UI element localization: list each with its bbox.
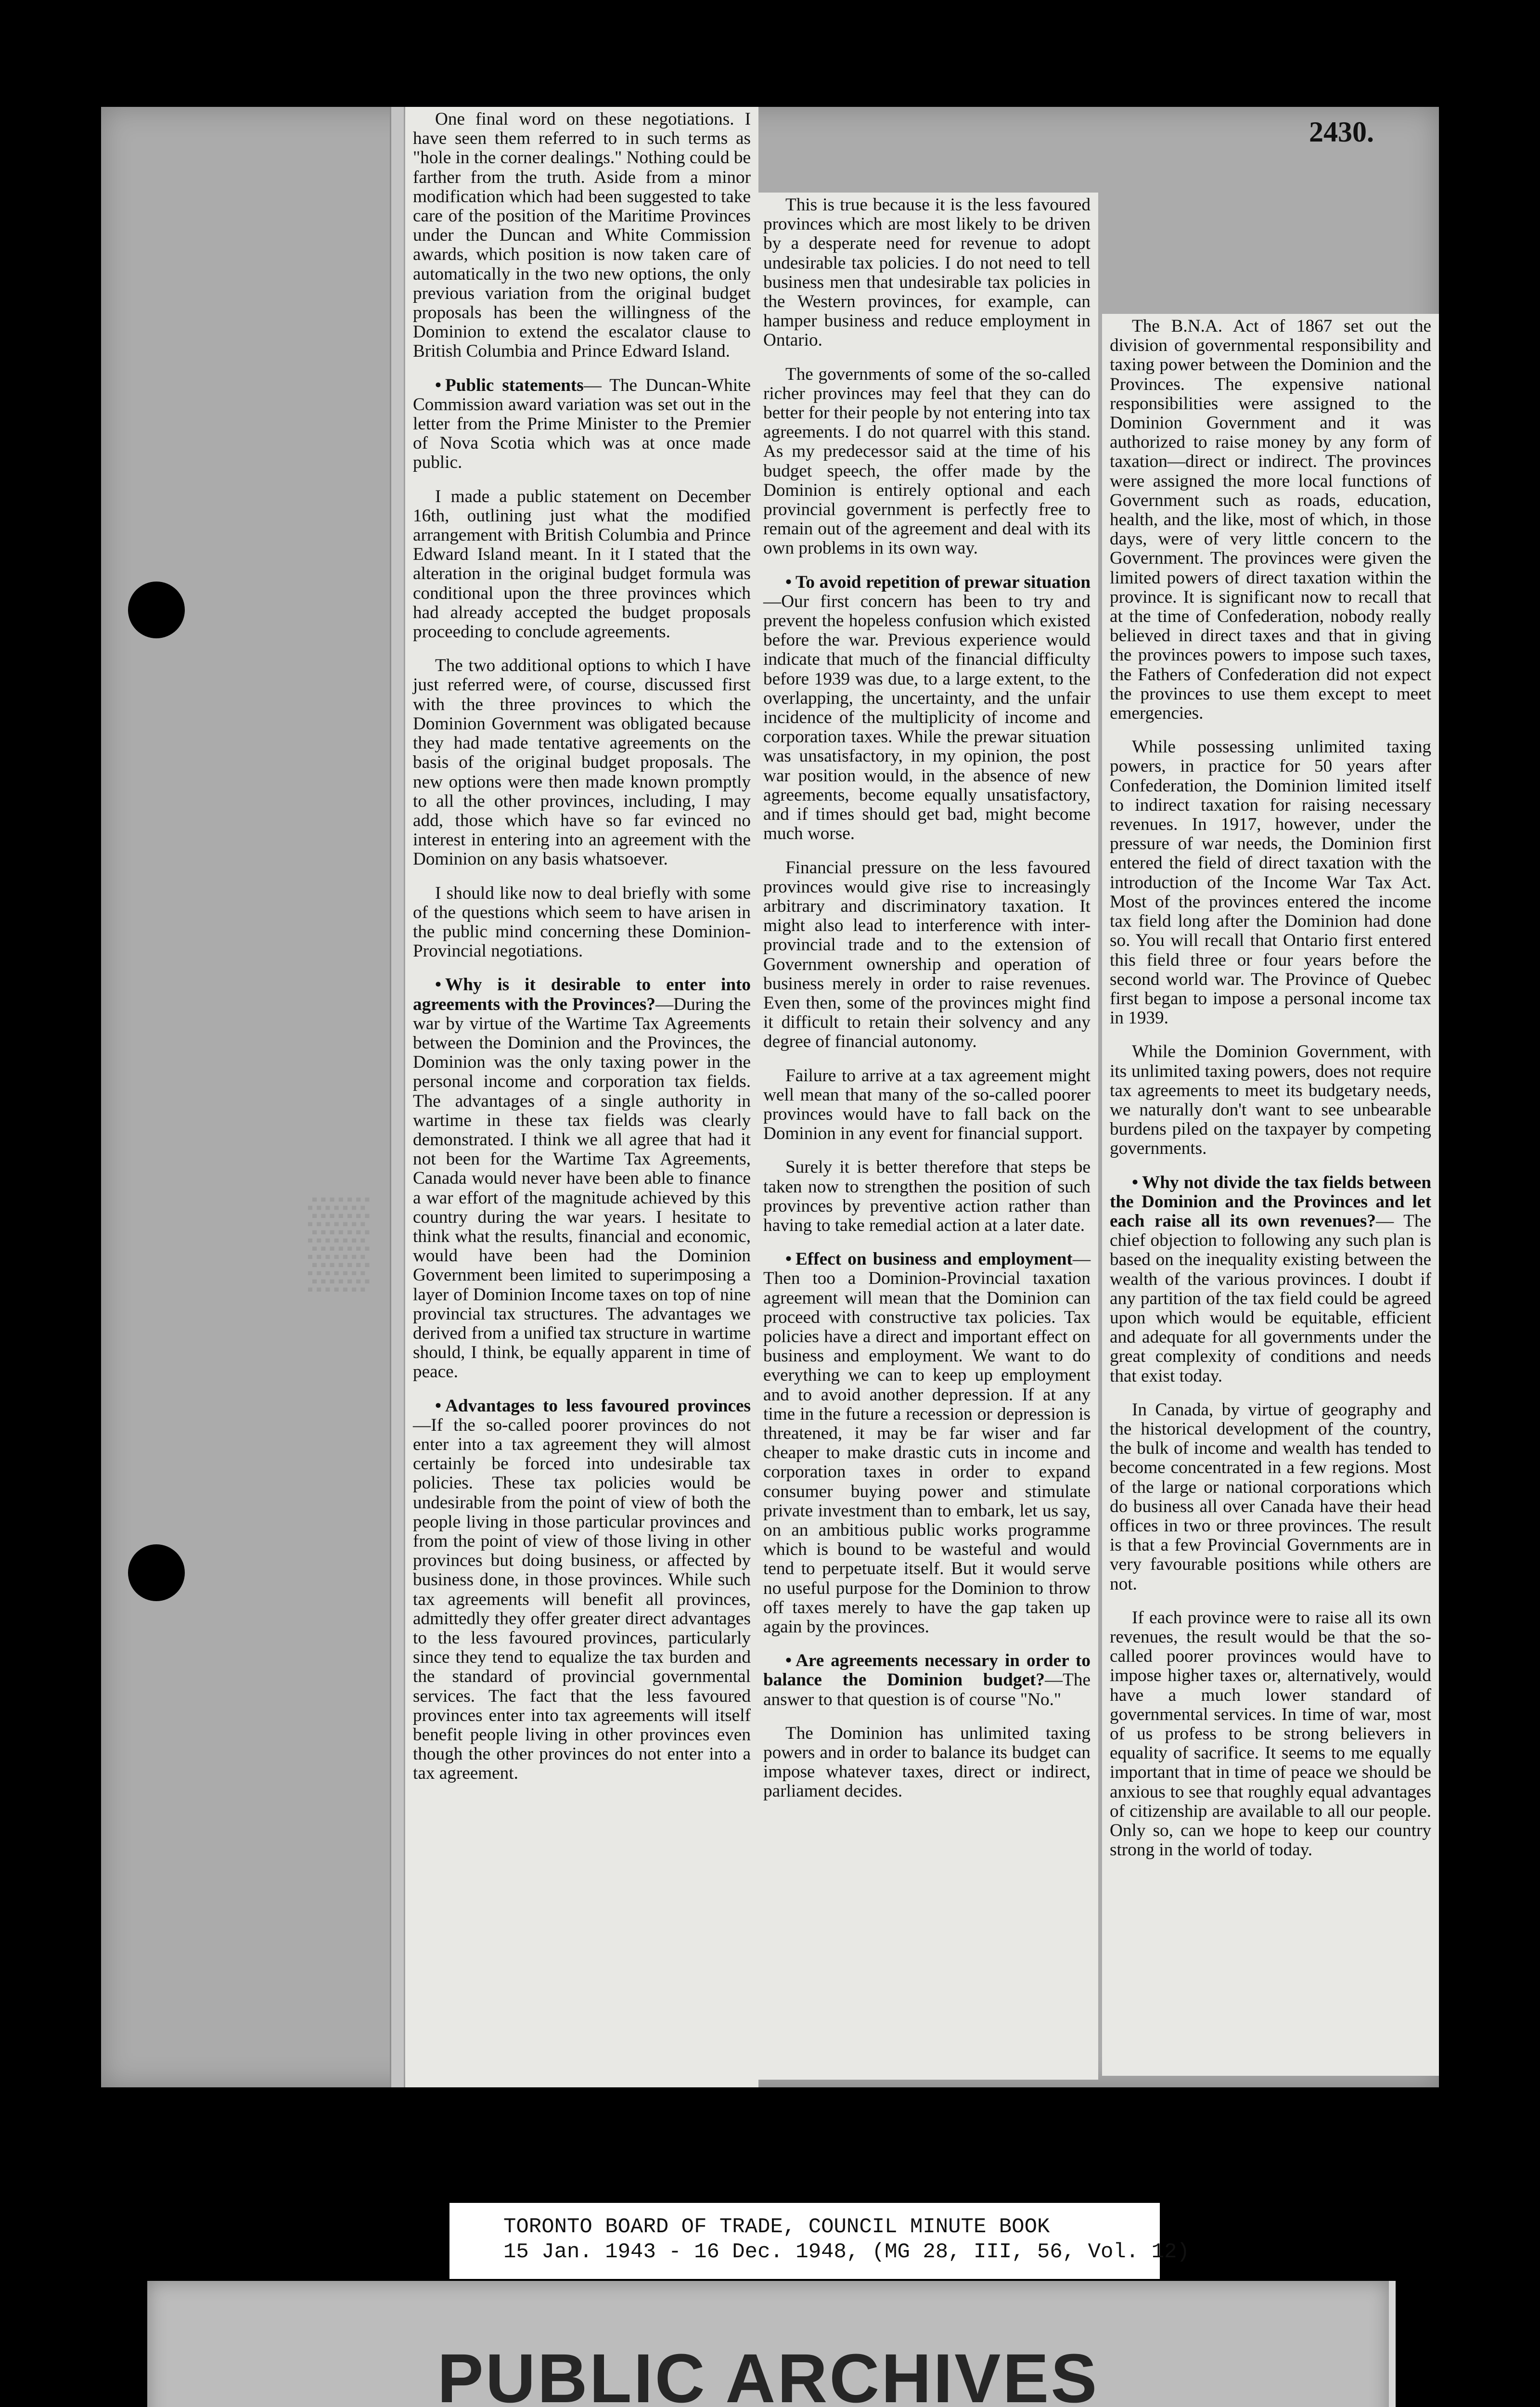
binder-hole-bottom — [128, 1544, 185, 1601]
section-heading: Why not divide the tax fields between the Dominion and the Provinces and let each raise all its own revenues? — [1110, 1172, 1431, 1231]
paragraph — [1110, 1173, 1431, 1386]
paragraph: Failure to arrive at a tax agreement might well mean that many of the so-called poorer provinces would have to fall back on the Dominion in any event for financial support. — [763, 1065, 1091, 1144]
archive-caption-label — [449, 2203, 1190, 2279]
paragraph — [413, 376, 751, 473]
paragraph: One final word on these negotiations. I have seen them referred to in such terms as "hole in the corner dealings." Nothing could be farther from the truth. Aside from a minor modification which had been suggested to take care of the position of the Maritime Provinces under the Duncan and White Commission awards, which position is now taken care of automatically in the two new options, the only previous variation from the original budget proposals has been the willingness of the Dominion to extend the escalator clause to British Columbia and Prince Edward Island. — [413, 109, 751, 362]
clipping-column-2 — [756, 193, 1098, 2080]
bullet-icon: • — [435, 1396, 442, 1416]
paragraph: While the Dominion Government, with its unlimited taxing powers, does not require tax agreements to meet its budgetary needs, we naturally don't want to see unbearable burdens piled on the taxpayer by competing governments. — [1110, 1042, 1431, 1159]
paragraph: In Canada, by virtue of geography and the historical development of the country, the bulk of income and wealth has tended to become concentrated in a few regions. Most of the large or national corporations which do business all over Canada have their head offices in two or three provinces. The result is that a few Provincial Governments are in very favourable positions while others are not. — [1110, 1399, 1431, 1594]
paragraph: This is true because it is the less favoured provinces which are most likely to be driven by a desperate need for revenue to adopt undesirable tax policies. I do not need to tell business men that undesirable tax policies in the Western provinces, for example, can hamper business and reduce employment in Ontario. — [763, 195, 1091, 350]
bullet-icon: • — [785, 572, 792, 592]
paragraph — [413, 975, 751, 1382]
paragraph: Surely it is better therefore that steps be taken now to strengthen the position of such provinces by preventive action rather than having to take remedial action at a later date. — [763, 1157, 1091, 1235]
bullet-icon: • — [435, 975, 442, 995]
caption-line: TORONTO BOARD OF TRADE, COUNCIL MINUTE BOOK — [503, 2215, 1050, 2239]
paragraph — [763, 573, 1091, 844]
faint-stamp-mark: ▒ — [308, 1191, 370, 1288]
section-heading: Advantages to less favoured provinces — [445, 1396, 751, 1416]
section-heading: Effect on business and employment — [796, 1249, 1073, 1269]
section-heading: Public statements — [445, 375, 584, 395]
bullet-icon: • — [1132, 1172, 1139, 1192]
paragraph-text: —Our first concern has been to try and prevent the hopeless confusion which existed before the war. Previous experience would indicate that much of the financial difficulty before 1939 was due, to a large extent, to the overlapping, the uncertainty, and the unfair incidence of the multiplicity of income and corporation taxes. While the prewar situation was unsatisfactory, in my opinion, the post war position would, in the absence of new agreements, become equally unsatisfactory, and if times should get bad, might become much worse. — [763, 591, 1091, 844]
paragraph: The governments of some of the so-called richer provinces may feel that they can do better for their people by not entering into tax agreements. I do not quarrel with this stand. As my predecessor said at the time of his budget speech, the offer made by the Dominion is entirely optional and each provincial government is perfectly free to remain out of the agreement and deal with its own problems in its own way. — [763, 364, 1091, 558]
section-heading: Are agreements necessary in order to balance the Dominion budget? — [763, 1651, 1091, 1690]
paste-strip — [390, 107, 405, 2087]
bullet-icon: • — [785, 1651, 792, 1671]
paragraph: The Dominion has unlimited taxing powers and in order to balance its budget can impose whatever taxes, direct or indirect, parliament decides. — [763, 1723, 1091, 1801]
paragraph — [763, 1250, 1091, 1637]
paragraph: The B.N.A. Act of 1867 set out the division of governmental responsibility and taxing power between the Dominion and the Provinces. The expensive national responsibilities were assigned to the Dominion Government and it was authorized to raise money by any form of taxation—direct or indirect. The provinces were assigned the more local functions of Government such as roads, education, health, and the like, most of which, in those days, were of very little concern to the Government. The provinces were given the limited powers of direct taxation within the province. It is significant now to recall that at the time of Confederation, nobody really believed in direct taxes and that in giving the provinces powers to impose such taxes, the Fathers of Confederation did not expect the provinces to use them except to meet emergencies. — [1110, 316, 1431, 724]
paragraph: If each province were to raise all its own revenues, the result would be that the so-called poorer provinces would have to impose higher taxes or, alternatively, would have a much lower standard of governmental services. In time of war, most of us profess to be strong believers in equality of sacrifice. It seems to me equally important that in time of peace we should be anxious to see that roughly equal advantages of citizenship are available to all our people. Only so, can we hope to keep our country strong in the world of today. — [1110, 1607, 1431, 1860]
public-archives-stamp — [147, 2281, 1396, 2407]
section-heading: Why is it desirable to enter into agreements with the Provinces? — [413, 975, 751, 1014]
paragraph — [763, 1651, 1091, 1709]
paragraph-text: —The answer to that question is of course "No." — [763, 1670, 1091, 1709]
bullet-icon: • — [785, 1249, 792, 1269]
paragraph: I should like now to deal briefly with some of the questions which seem to have arisen in the public mind concerning these Dominion-Provincial negotiations. — [413, 883, 751, 961]
bullet-icon: • — [435, 375, 442, 395]
clipping-column-1 — [405, 107, 758, 2087]
paragraph — [413, 1397, 751, 1784]
caption-line: 15 Jan. 1943 - 16 Dec. 1948, (MG 28, III, 56, Vol. 12) — [503, 2240, 1190, 2264]
paragraph-text: —During the war by virtue of the Wartime Tax Agreements between the Dominion and the Provinces, the Dominion was the only taxing power in the personal income and corporation tax fields. The advantages of a single authority in wartime in these tax fields was clearly demonstrated. I think we all agree that had it not been for the Wartime Tax Agreements, Canada would never have been able to finance a war effort of the magnitude achieved by this country during the war years. I hesitate to think what the results, financial and economic, would have been had the Dominion Government been limited to superimposing a layer of Dominion Income taxes on top of nine provincial tax structures. The advantages we derived from a unified tax structure in wartime should, I think, be equally apparent in time of peace. — [413, 994, 751, 1382]
paragraph-text: —If the so-called poorer provinces do not enter into a tax agreement they will almost certainly be forced into undesirable tax policies. These tax policies would be undesirable from the point of view of both the people living in those particular provinces and from the point of view of those living in other provinces but doing business, or affected by business done, in those provinces. While such tax agreements will benefit all provinces, admittedly they offer greater direct advantages to the less favoured provinces, particularly since they tend to equalize the tax burden and the standard of provincial governmental services. The fact that the less favoured provinces enter into tax agreements will itself benefit people living in other provinces even though the other provinces do not enter into a tax agreement. — [413, 1415, 751, 1784]
paragraph: Financial pressure on the less favoured provinces would give rise to increasingly arbitrary and discriminatory taxation. It might also lead to interference with inter-provincial trade and to the extension of Government ownership and operation of business merely in order to raise revenues. Even then, some of the provinces might find it difficult to retain their solvency and any degree of financial autonomy. — [763, 857, 1091, 1052]
page-number: 2430. — [1309, 116, 1374, 148]
paragraph-text: — The chief objection to following any such plan is based on the inequality existing between the wealth of the various provinces. I doubt if any partition of the tax field could be agreed upon which would be equitable, efficient and adequate for all governments under the great complexity of conditions and needs that exist today. — [1110, 1211, 1431, 1386]
binder-hole-top — [128, 582, 185, 638]
paragraph: The two additional options to which I have just referred were, of course, discussed first with the three provinces to which the Dominion Government was obligated because they had made tentative agreements on the basis of the original budget proposals. The new options were then made known promptly to all the other provinces, including, I may add, those which have so far evinced no interest in entering into an agreement with the Dominion on any basis whatsoever. — [413, 656, 751, 869]
clipping-column-3 — [1102, 314, 1439, 2076]
paragraph: While possessing unlimited taxing powers, in practice for 50 years after Confederation, the Dominion limited itself to indirect taxation for raising necessary revenues. In 1917, however, under the pressure of war needs, the Dominion first entered the field of direct taxation with the introduction of the Income War Tax Act. Most of the provinces entered the income tax field long after the Dominion had done so. You will recall that Ontario first entered this field three or four years before the second world war. The Province of Quebec first began to impose a personal income tax in 1939. — [1110, 737, 1431, 1028]
paragraph-text: — The Duncan-White Commission award variation was set out in the letter from the Prime Minister to the Premier of Nova Scotia which was at once made public. — [413, 375, 751, 473]
archives-line-english: PUBLIC ARCHIVES — [437, 2340, 1099, 2407]
paragraph-text: — Then too a Dominion-Provincial taxation agreement will mean that the Dominion can proceed with constructive tax policies. Tax policies have a direct and important effect on business and employment. We want to do everything we can to keep up employment and to avoid another depression. If at any time in the future a recession or depression is threatened, it may be far wiser and far cheaper to make drastic cuts in income and corporation taxes in order to expand consumer buying power and stimulate private investment than to embark, let us say, on an ambitious public works programme which is bound to be wasteful and would tend to perpetuate itself. But it would serve no useful purpose for the Dominion to throw off taxes merely to have the gap taken up again by the provinces. — [763, 1249, 1091, 1637]
section-heading: To avoid repetition of prewar situation — [796, 572, 1091, 592]
paragraph: I made a public statement on December 16th, outlining just what the modified arrangement with British Columbia and Prince Edward Island meant. In it I stated that the alteration in the original budget formula was conditional upon the three provinces which had already accepted the budget proposals proceeding to conclude agreements. — [413, 486, 751, 642]
